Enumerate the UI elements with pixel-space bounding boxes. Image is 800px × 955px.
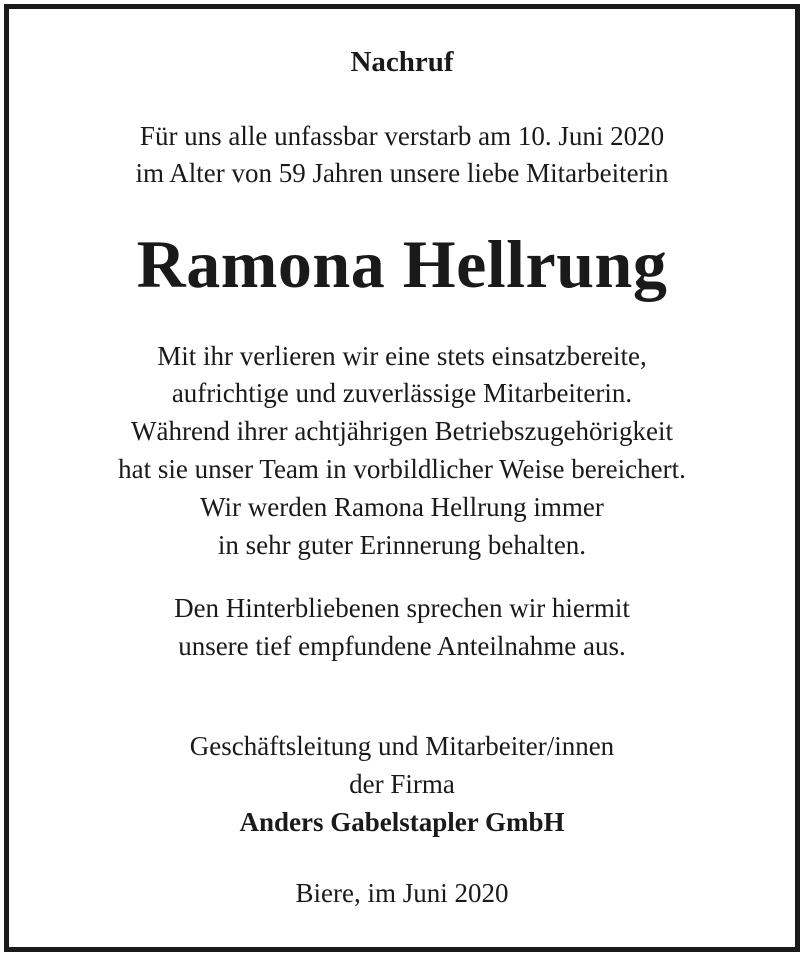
intro-line: im Alter von 59 Jahren unsere liebe Mitarbeiterin [135, 158, 669, 188]
condolence-line: unsere tief empfundene Anteilnahme aus. [178, 631, 626, 661]
condolence-line: Den Hinterbliebenen sprechen wir hiermit [174, 593, 630, 623]
tribute-line: Mit ihr verlieren wir eine stets einsatzbereite, [157, 341, 647, 371]
tribute-line: Wir werden Ramona Hellrung immer [200, 492, 604, 522]
signature-line: der Firma [349, 769, 455, 799]
company-name: Anders Gabelstapler GmbH [239, 807, 565, 837]
tribute-line: Während ihrer achtjährigen Betriebszugehörigkeit [130, 416, 674, 446]
signature-line: Geschäftsleitung und Mitarbeiter/innen [189, 731, 615, 761]
intro-line: Für uns alle unfassbar verstarb am 10. Juni 2020 [139, 121, 665, 151]
tribute-line: hat sie unser Team in vorbildlicher Weise bereichert. [118, 454, 686, 484]
heading: Nachruf [350, 46, 454, 78]
place-date: Biere, im Juni 2020 [295, 878, 509, 908]
obituary-frame [4, 4, 800, 952]
tribute-line: aufrichtige und zuverlässige Mitarbeiterin. [171, 378, 633, 408]
deceased-name: Ramona Hellrung [136, 226, 668, 302]
tribute-line: in sehr guter Erinnerung behalten. [217, 530, 587, 560]
